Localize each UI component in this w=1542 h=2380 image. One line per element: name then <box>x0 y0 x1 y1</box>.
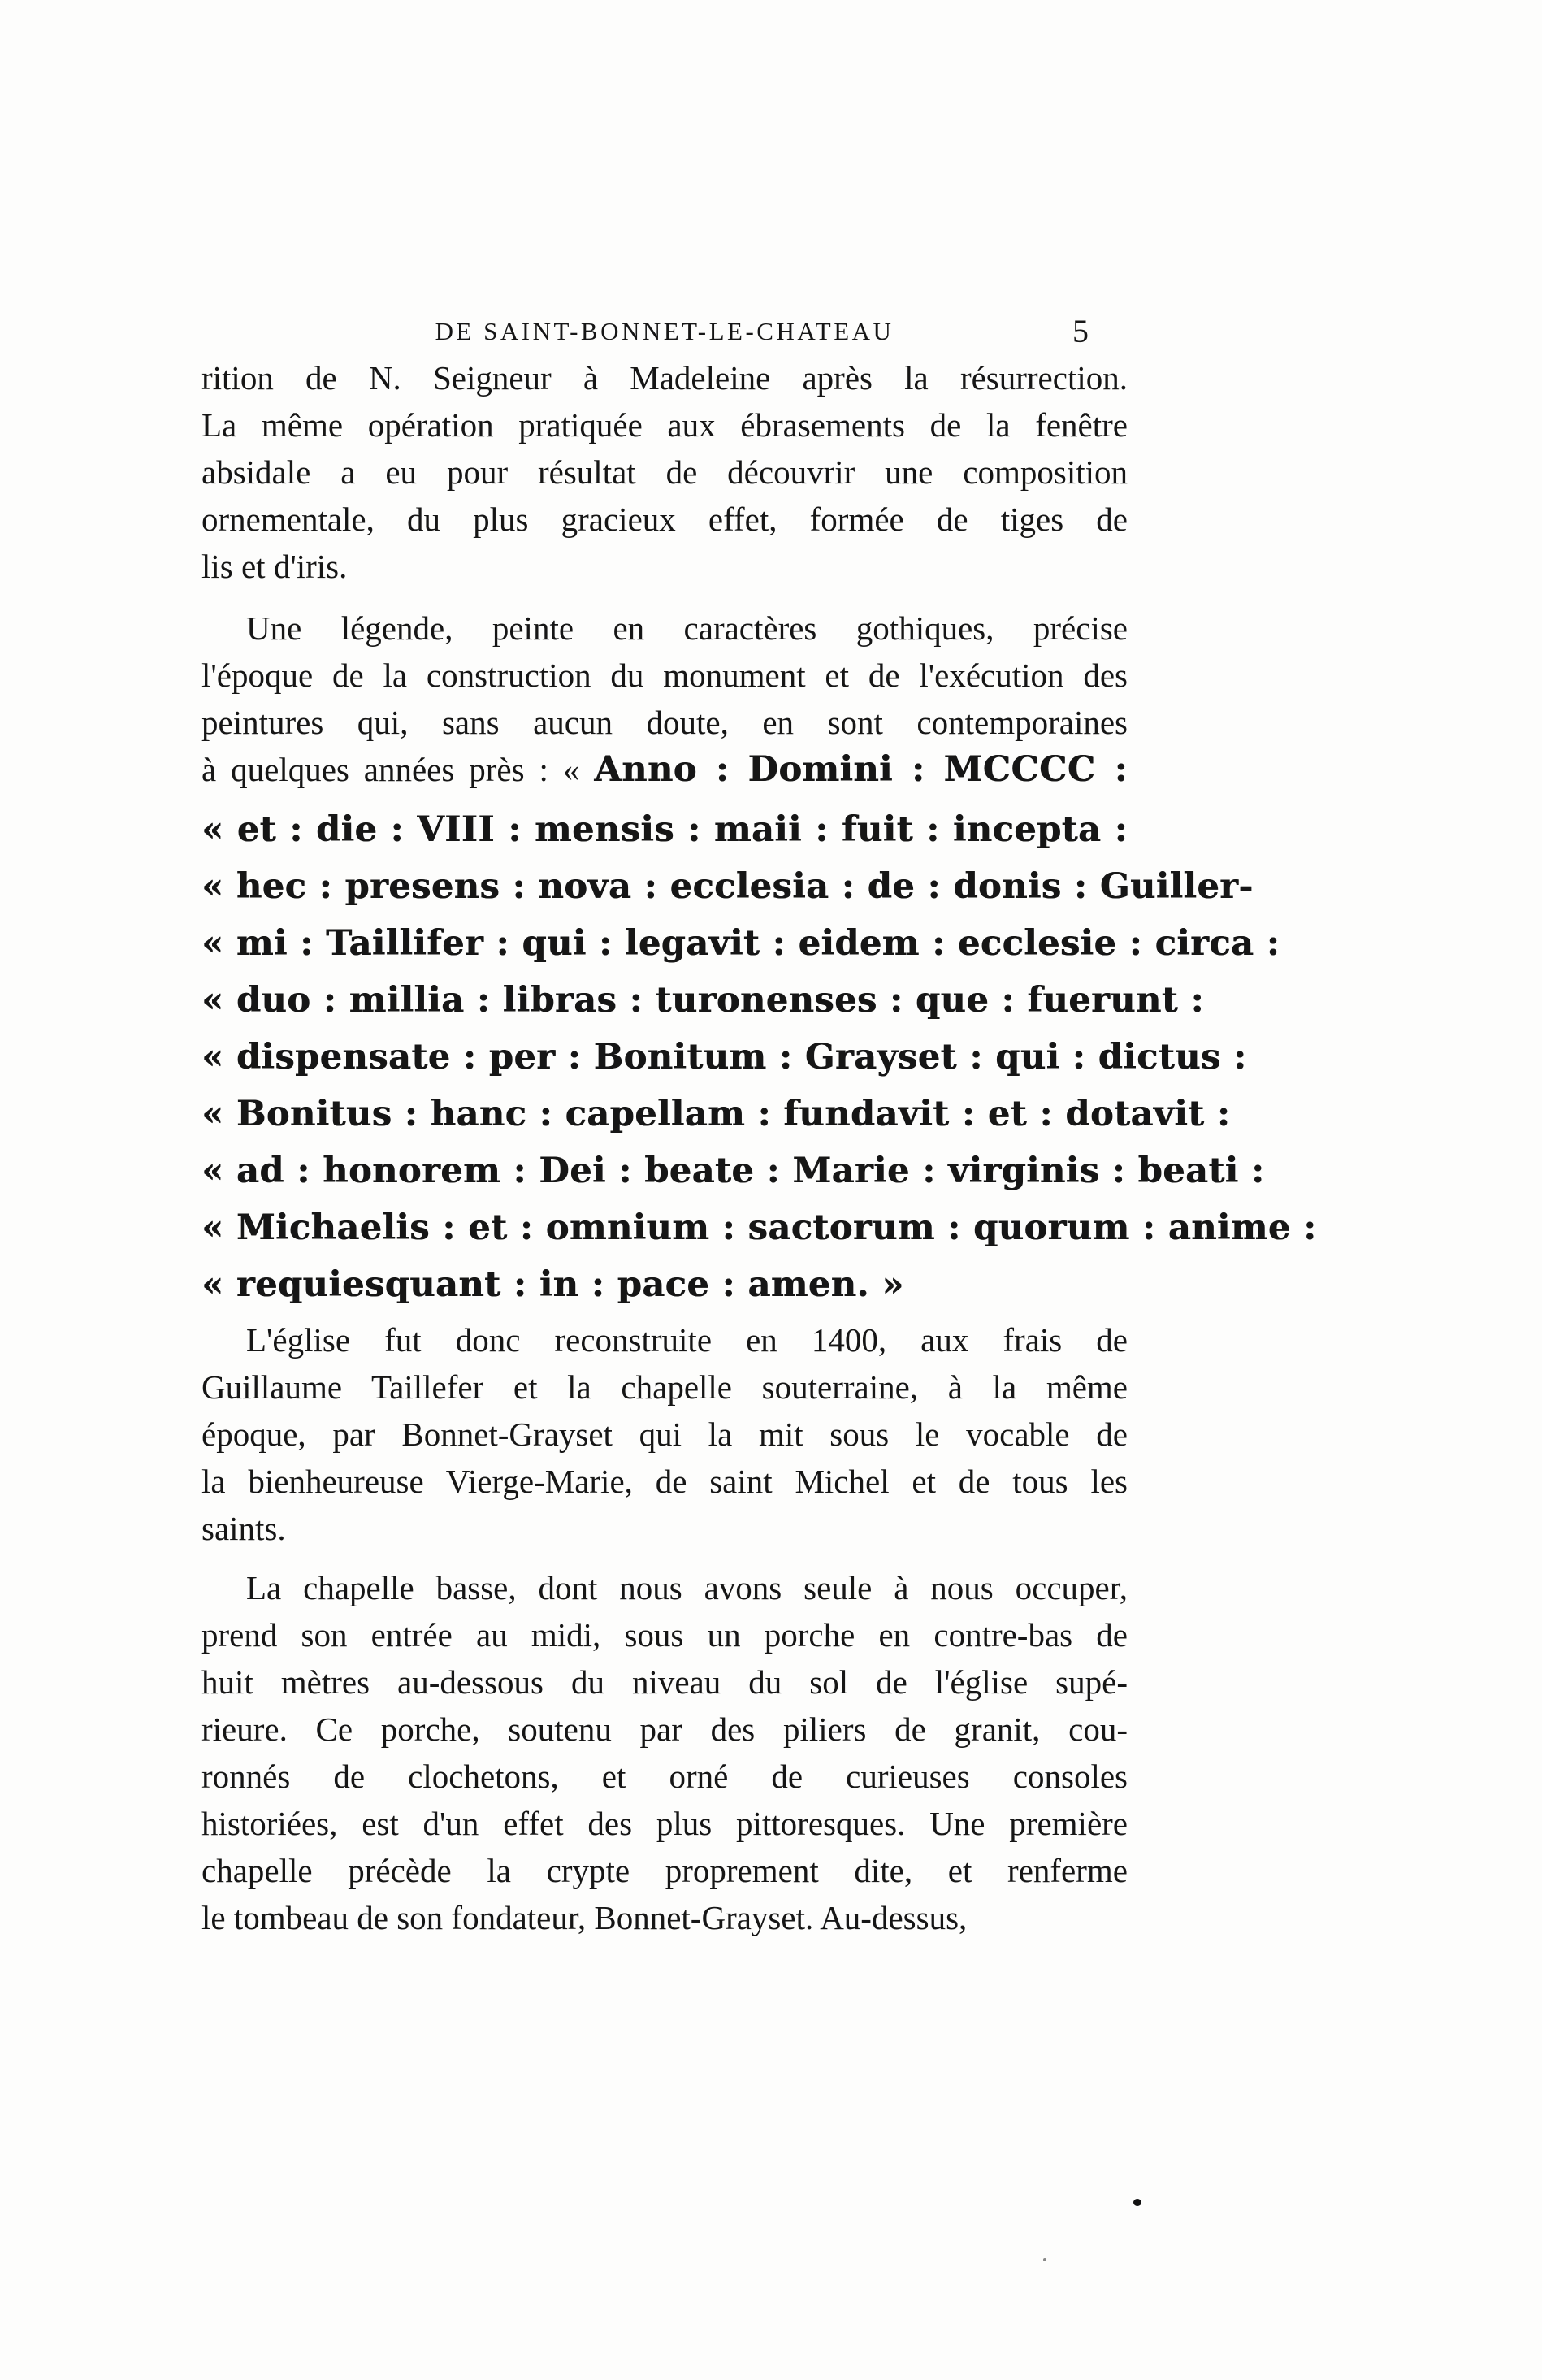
gothic-text: « ad : honorem : Dei : beate : Marie : virginis : beati : <box>201 1151 1265 1191</box>
text-line <box>201 543 1128 590</box>
text-line <box>201 1706 1128 1753</box>
text-line <box>201 972 1204 1029</box>
text-line <box>201 1199 1317 1256</box>
roman-text: peintures qui, sans aucun doute, en sont contemporaines <box>201 704 1128 741</box>
text-line <box>201 801 1128 858</box>
roman-text: prend son entrée au midi, sous un porche en contre-bas de <box>201 1616 1128 1654</box>
running-header-title: DE SAINT-BONNET-LE-CHATEAU <box>435 317 894 345</box>
text-line <box>201 401 1128 449</box>
roman-text: le tombeau de son fondateur, Bonnet-Grayset. Au-dessus, <box>201 1899 968 1936</box>
gothic-text: « et : die : VIII : mensis : maii : fuit : incepta : <box>201 809 1128 850</box>
text-line <box>201 652 1128 699</box>
text-line <box>201 746 1128 793</box>
text-line <box>201 1411 1128 1458</box>
paragraph-chapelle-basse <box>201 1564 1128 1941</box>
text-line <box>201 1611 1128 1658</box>
roman-text: La même opération pratiquée aux ébrasements de la fenêtre <box>201 406 1128 444</box>
text-line <box>201 1753 1128 1800</box>
gothic-text: « mi : Taillifer : qui : legavit : eidem : ecclesie : circa : <box>201 923 1280 964</box>
text-line <box>201 915 1280 972</box>
text-line <box>201 1800 1128 1847</box>
roman-text: huit mètres au-dessous du niveau du sol de l'église supé- <box>201 1663 1128 1701</box>
roman-text: Guillaume Taillefer et la chapelle souterraine, à la même <box>201 1368 1128 1406</box>
roman-text: Une légende, peinte en caractères gothiques, précise <box>246 609 1128 647</box>
text-line <box>201 354 1128 401</box>
text-line <box>201 1256 1128 1313</box>
text-line <box>201 1847 1128 1894</box>
roman-text: ornementale, du plus gracieux effet, formée de tiges de <box>201 501 1128 538</box>
roman-text: époque, par Bonnet-Grayset qui la mit sous le vocable de <box>201 1415 1128 1453</box>
text-line <box>201 1316 1128 1363</box>
text-line <box>201 1564 1128 1611</box>
ink-speck <box>1043 2258 1046 2261</box>
running-header <box>201 315 1128 348</box>
roman-text: rition de N. Seigneur à Madeleine après la résurrection. <box>201 359 1128 397</box>
text-column <box>201 0 1317 2380</box>
text-line <box>201 1142 1265 1199</box>
roman-text: L'église fut donc reconstruite en 1400, aux frais de <box>246 1321 1128 1359</box>
page-number: 5 <box>1072 313 1089 349</box>
paragraph-apparition <box>201 354 1128 590</box>
roman-text: rieure. Ce porche, soutenu par des piliers de granit, cou- <box>201 1710 1128 1748</box>
paragraph-legende <box>201 605 1128 793</box>
text-line <box>201 858 1254 915</box>
roman-text: l'époque de la construction du monument et de l'exécution des <box>201 657 1128 694</box>
roman-text: saints. <box>201 1510 286 1547</box>
roman-text: absidale a eu pour résultat de découvrir une composition <box>201 453 1128 491</box>
roman-text: la bienheureuse Vierge-Marie, de saint Michel et de tous les <box>201 1463 1128 1500</box>
text-line <box>201 496 1128 543</box>
text-line <box>201 1363 1128 1411</box>
roman-text: ronnés de clochetons, et orné de curieuses consoles <box>201 1758 1128 1795</box>
roman-text: chapelle précède la crypte proprement dite, et renferme <box>201 1852 1128 1889</box>
gothic-text: « Michaelis : et : omnium : sactorum : quorum : anime : <box>201 1207 1317 1248</box>
ink-speck <box>1133 2199 1141 2206</box>
roman-text: La chapelle basse, dont nous avons seule à nous occuper, <box>246 1569 1128 1606</box>
roman-text: lis et d'iris. <box>201 548 348 585</box>
gothic-text: « duo : millia : libras : turonenses : que : fuerunt : <box>201 980 1204 1021</box>
gothic-text: « Bonitus : hanc : capellam : fundavit : et : dotavit : <box>201 1094 1231 1134</box>
text-line <box>201 449 1128 496</box>
gothic-text: « hec : presens : nova : ecclesia : de : donis : Guiller- <box>201 866 1254 907</box>
gothic-text: Anno : Domini : MCCCC : <box>594 749 1128 790</box>
gothic-text: « requiesquant : in : pace : amen. » <box>201 1264 904 1305</box>
text-line <box>201 1894 1128 1941</box>
text-line <box>201 1505 1128 1552</box>
text-line <box>201 605 1128 652</box>
text-line <box>201 699 1128 746</box>
text-line <box>201 1029 1247 1086</box>
gothic-text: « dispensate : per : Bonitum : Grayset : qui : dictus : <box>201 1037 1247 1077</box>
text-line <box>201 1658 1128 1706</box>
text-line <box>201 1086 1231 1142</box>
paragraph-eglise-1400 <box>201 1316 1128 1552</box>
gothic-inscription <box>201 801 1317 1313</box>
text-line <box>201 1458 1128 1505</box>
roman-text: historiées, est d'un effet des plus pittoresques. Une première <box>201 1805 1128 1842</box>
roman-text: à quelques années près : « <box>201 751 595 788</box>
